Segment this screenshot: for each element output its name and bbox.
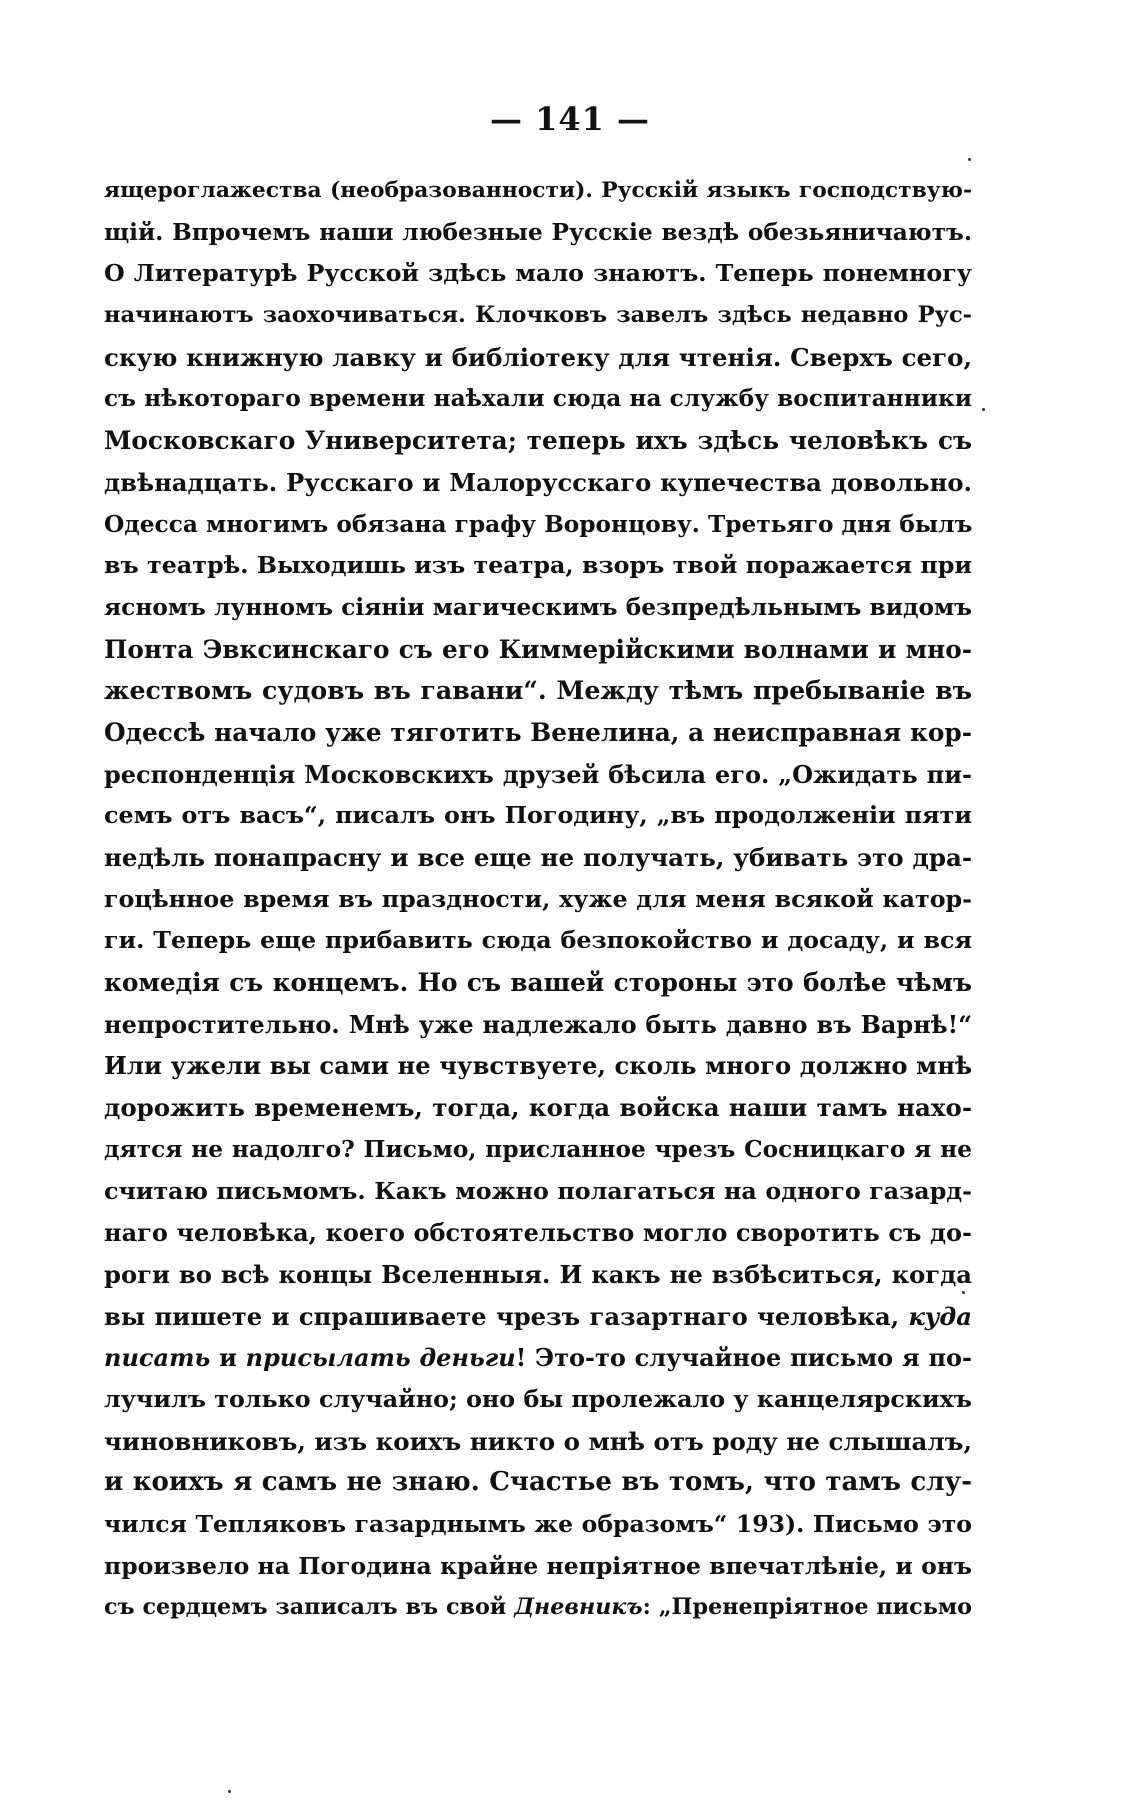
italic-text: присылать деньги — [245, 1343, 516, 1373]
text-line — [104, 1421, 972, 1463]
text-line — [104, 1379, 972, 1421]
text-line — [104, 212, 972, 254]
italic-text: писать — [104, 1343, 211, 1373]
line-text: ясномъ лунномъ сіяніи магическимъ безпредѣльнымъ видомъ — [104, 593, 972, 621]
text-line — [104, 1129, 972, 1171]
text-line — [104, 1462, 972, 1504]
line-text: дятся не надолго? Письмо, присланное чрезъ Сосницкаго я не — [104, 1135, 972, 1163]
text-line — [104, 253, 972, 295]
italic-text: куда — [908, 1301, 972, 1331]
italic-text: Дневникъ — [514, 1594, 643, 1621]
line-text: роги во всѣ концы Вселенныя. И какъ не взбѣситься, когда — [104, 1259, 972, 1289]
line-text: щій. Впрочемъ наши любезные Русскіе вездѣ обезьяничаютъ. — [104, 218, 972, 246]
text-line — [104, 1296, 972, 1338]
text-line — [104, 962, 972, 1004]
line-text: и — [210, 1343, 246, 1373]
line-text: начинаютъ заохочиваться. Клочковъ завелъ здѣсь недавно Рус- — [104, 302, 972, 329]
page-number: — 141 — — [489, 100, 651, 138]
line-text: Одесса многимъ обязана графу Воронцову. Третьяго дня былъ — [104, 510, 972, 538]
text-line — [104, 170, 972, 212]
line-text: скую книжную лавку и библіотеку для чтенія. Сверхъ сего, — [104, 342, 972, 372]
scan-speck — [968, 158, 971, 161]
text-line — [104, 670, 972, 712]
line-text: комедія съ концемъ. Но съ вашей стороны это болѣе чѣмъ — [104, 968, 972, 998]
text-line — [104, 837, 972, 879]
line-text: произвело на Погодина крайне непріятное впечатлѣніе, и онъ — [104, 1551, 972, 1580]
line-text: съ нѣкотораго времени наѣхали сюда на службу воспитанники — [104, 385, 972, 413]
text-line — [104, 920, 972, 962]
text-line — [104, 420, 972, 462]
body-text — [104, 170, 972, 1629]
text-line — [104, 504, 972, 546]
line-text: непростительно. Мнѣ уже надлежало быть давно въ Варнѣ!“ — [104, 1009, 972, 1039]
line-text: гоцѣнное время въ праздности, хуже для меня всякой катор- — [104, 884, 972, 913]
line-text: считаю письмомъ. Какъ можно полагаться на одного газард- — [104, 1176, 972, 1205]
line-text: двѣнадцать. Русскаго и Малорусскаго купечества довольно. — [104, 467, 972, 497]
line-text: вы пишете и спрашиваете чрезъ газартнаго человѣка, — [104, 1301, 909, 1331]
text-line — [104, 795, 972, 837]
line-text: ги. Теперь еще прибавить сюда безпокойство и досаду, и вся — [104, 926, 972, 955]
line-text: дорожить временемъ, тогда, когда войска наши тамъ нахо- — [104, 1093, 972, 1123]
text-line — [104, 1504, 972, 1546]
line-text: лучилъ только случайно; оно бы пролежало у канцелярскихъ — [104, 1384, 972, 1413]
text-line — [104, 295, 972, 337]
scan-speck — [228, 1790, 231, 1793]
text-line — [104, 1587, 972, 1629]
text-line — [104, 1337, 972, 1379]
line-text: Или ужели вы сами не чувствуете, сколь много должно мнѣ — [104, 1051, 972, 1081]
line-text: ! Это-то случайное письмо я по- — [515, 1343, 972, 1373]
text-line — [104, 1212, 972, 1254]
text-line — [104, 337, 972, 379]
text-line — [104, 587, 972, 629]
line-text: жествомъ судовъ въ гавани“. Между тѣмъ пребываніе въ — [104, 675, 972, 706]
text-line — [104, 1171, 972, 1213]
line-text: Понта Эвксинскаго съ его Киммерійскими волнами и мно- — [104, 634, 972, 664]
text-line — [104, 1045, 972, 1087]
line-text: съ сердцемъ записалъ въ свой — [104, 1594, 515, 1621]
text-line — [104, 1254, 972, 1296]
line-text: респонденція Московскихъ друзей бѣсила его. „Ожидать пи- — [104, 759, 972, 789]
line-text: : „Пренепріятное письмо — [642, 1594, 972, 1621]
text-line — [104, 1004, 972, 1046]
text-line — [104, 754, 972, 796]
text-line — [104, 462, 972, 504]
line-text: семъ отъ васъ“, писалъ онъ Погодину, „въ продолженіи пяти — [104, 801, 972, 830]
text-line — [104, 1087, 972, 1129]
line-text: Московскаго Университета; теперь ихъ здѣсь человѣкъ съ — [104, 426, 972, 456]
text-line — [104, 545, 972, 587]
line-text: чился Тепляковъ газарднымъ же образомъ“ — [104, 1510, 736, 1538]
line-text: и коихъ я самъ не знаю. Счастье въ томъ, что тамъ слу- — [104, 1467, 972, 1498]
text-line — [104, 629, 972, 671]
text-line — [104, 879, 972, 921]
line-text: наго человѣка, коего обстоятельство могло своротить съ до- — [104, 1218, 972, 1248]
line-text: чиновниковъ, изъ коихъ никто о мнѣ отъ роду не слышалъ, — [104, 1426, 972, 1456]
line-text: 193 — [735, 1510, 785, 1538]
line-text: въ театрѣ. Выходишь изъ театра, взоръ твой поражается при — [104, 551, 972, 580]
line-text: О Литературѣ Русской здѣсь мало знаютъ. Теперь понемногу — [104, 259, 972, 288]
line-text: Одессѣ начало уже тяготить Венелина, а неисправная кор- — [104, 717, 972, 747]
text-line — [104, 712, 972, 754]
line-text: ). Письмо это — [784, 1510, 972, 1538]
line-text: недѣль понапрасну и все еще не получать, убивать это дра- — [104, 843, 972, 872]
line-text: ящероглажества (необразованности). Русскій языкъ господствую- — [104, 178, 972, 203]
text-line — [104, 378, 972, 420]
scan-speck — [962, 1291, 965, 1294]
text-line — [104, 1546, 972, 1588]
scan-speck — [982, 408, 985, 411]
